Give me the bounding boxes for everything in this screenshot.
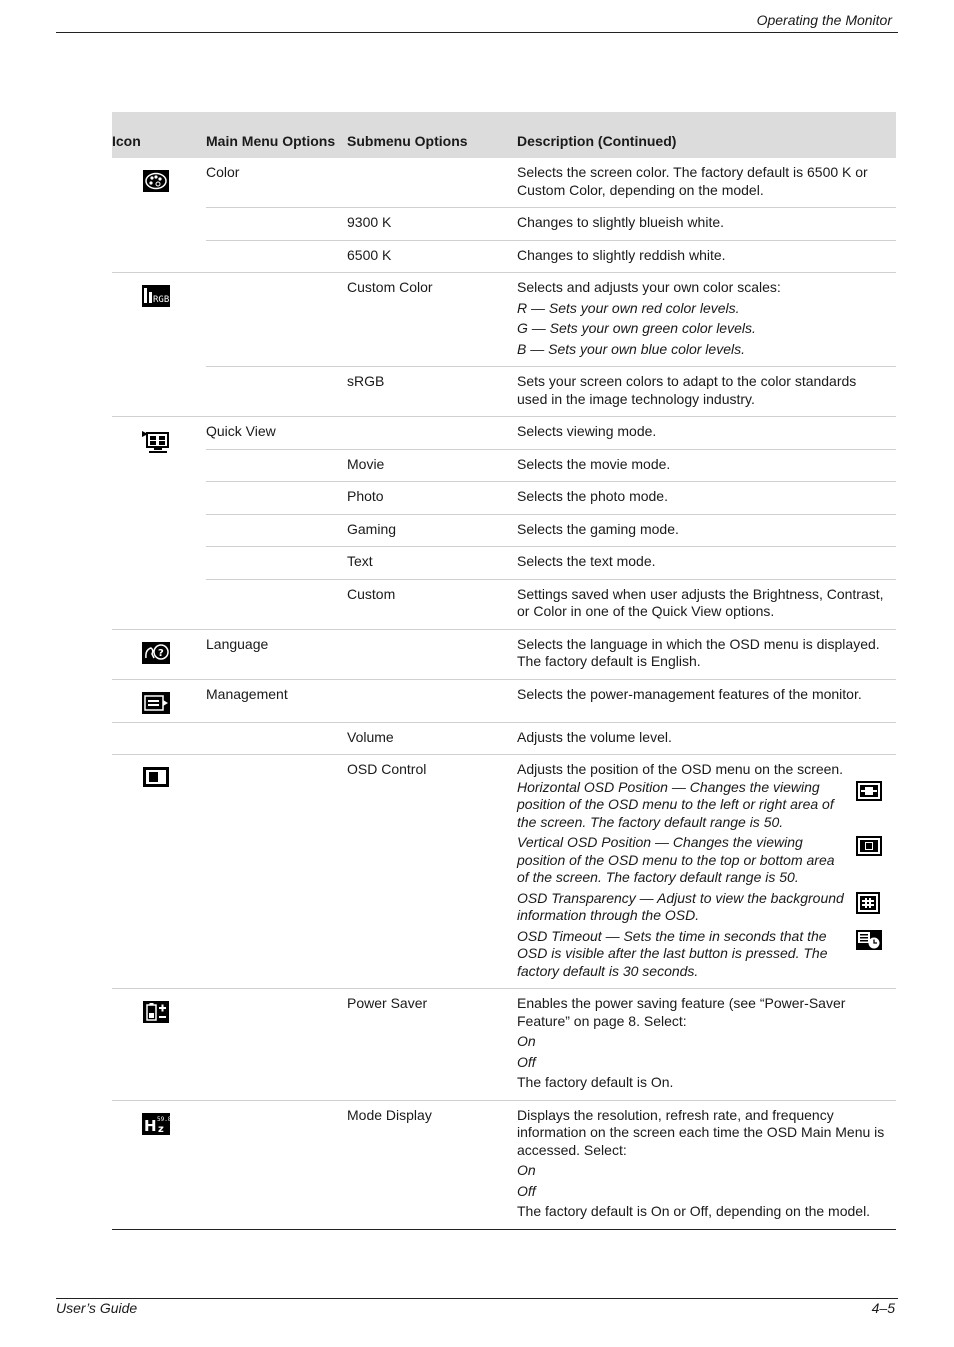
main-option-language: Language bbox=[206, 629, 347, 679]
submenu-power-saver: Power Saver bbox=[347, 989, 517, 1101]
running-header: Operating the Monitor bbox=[756, 12, 892, 28]
description: Selects viewing mode. bbox=[517, 417, 896, 450]
description: Adjusts the position of the OSD menu on the screen. Horizontal OSD Position — Changes the viewing position of the OSD menu to the left or right area of the screen. The factory default range is 50. Vertical OSD Position — Changes the viewing position of the OSD menu to the top or bottom area of the screen. The factory default range is 50. OSD Transparency — Adjust to view the background information through the OSD. OSD Timeout — Sets the time in seconds that the OSD is visible after the last button is pressed. The factory default is 30 seconds. bbox=[517, 755, 896, 989]
osd-control-icon bbox=[143, 767, 169, 787]
header-main-menu: Main Menu Options bbox=[206, 112, 347, 158]
description: Selects and adjusts your own color scales: R — Sets your own red color levels. G — Sets your own green color levels. B — Sets your own blue color levels. bbox=[517, 273, 896, 367]
description: Displays the resolution, refresh rate, and frequency information on the screen each time the OSD Main Menu is accessed. Select: On Off The factory default is On or Off, depending on the model. bbox=[517, 1100, 896, 1229]
icon-cell bbox=[112, 158, 206, 273]
table-row bbox=[112, 158, 896, 208]
rgb-scale-icon bbox=[142, 285, 170, 307]
submenu-volume: Volume bbox=[347, 722, 517, 755]
icon-cell bbox=[112, 679, 206, 722]
description: Changes to slightly reddish white. bbox=[517, 240, 896, 273]
icon-cell bbox=[112, 989, 206, 1101]
main-option-color: Color bbox=[206, 158, 347, 208]
description: Changes to slightly blueish white. bbox=[517, 208, 896, 241]
header-icon: Icon bbox=[112, 112, 206, 158]
description: Selects the language in which the OSD menu is displayed. The factory default is English. bbox=[517, 629, 896, 679]
management-icon bbox=[142, 692, 170, 714]
table-row bbox=[112, 367, 896, 417]
table-row bbox=[112, 679, 896, 722]
description: Selects the movie mode. bbox=[517, 449, 896, 482]
osd-option: Horizontal OSD Position — Changes the viewing position of the OSD menu to the left or right area of the screen. The factory default range is 50. bbox=[517, 779, 890, 832]
table-row bbox=[112, 482, 896, 515]
svg-text:RGB: RGB bbox=[153, 295, 170, 305]
icon-cell bbox=[112, 273, 206, 417]
osd-option: OSD Transparency — Adjust to view the background information through the OSD. bbox=[517, 890, 890, 925]
header-submenu: Submenu Options bbox=[347, 112, 517, 158]
table-row bbox=[112, 208, 896, 241]
table-row bbox=[112, 1100, 896, 1229]
table-header-row bbox=[112, 112, 896, 158]
submenu-srgb: sRGB bbox=[347, 367, 517, 417]
footer-guide-title: User’s Guide bbox=[56, 1300, 138, 1316]
osd-option: Vertical OSD Position — Changes the viewing position of the OSD menu to the top or bottom area of the screen. The factory default range is 50. bbox=[517, 834, 890, 887]
table-row bbox=[112, 449, 896, 482]
svg-text:?: ? bbox=[158, 647, 164, 659]
table-row bbox=[112, 629, 896, 679]
description: Selects the gaming mode. bbox=[517, 514, 896, 547]
main-option-management: Management bbox=[206, 679, 347, 722]
description: Enables the power saving feature (see “Power-Saver Feature” on page 8. Select: On Off The factory default is On. bbox=[517, 989, 896, 1101]
table-row bbox=[112, 514, 896, 547]
description: Selects the text mode. bbox=[517, 547, 896, 580]
table-row bbox=[112, 579, 896, 629]
submenu-osd-control: OSD Control bbox=[347, 755, 517, 989]
power-saver-icon bbox=[143, 1001, 169, 1023]
language-icon bbox=[142, 642, 170, 664]
footer-rule bbox=[56, 1298, 898, 1299]
submenu-mode-display: Mode Display bbox=[347, 1100, 517, 1229]
icon-cell bbox=[112, 417, 206, 630]
header-rule bbox=[56, 32, 898, 33]
timeout-icon bbox=[856, 930, 882, 950]
icon-cell bbox=[112, 755, 206, 989]
table-row bbox=[112, 722, 896, 755]
svg-text:H: H bbox=[144, 1116, 157, 1135]
palette-icon bbox=[143, 170, 169, 192]
horizontal-position-icon bbox=[856, 781, 882, 801]
submenu-movie: Movie bbox=[347, 449, 517, 482]
description: Selects the power-management features of the monitor. bbox=[517, 679, 896, 722]
svg-text:59.8: 59.8 bbox=[157, 1115, 172, 1123]
description: Selects the photo mode. bbox=[517, 482, 896, 515]
submenu-custom: Custom bbox=[347, 579, 517, 629]
table-row bbox=[112, 547, 896, 580]
description: Selects the screen color. The factory default is 6500 K or Custom Color, depending on the model. bbox=[517, 158, 896, 208]
submenu-custom-color: Custom Color bbox=[347, 273, 517, 367]
submenu-text: Text bbox=[347, 547, 517, 580]
description: Settings saved when user adjusts the Brightness, Contrast, or Color in one of the Quick View options. bbox=[517, 579, 896, 629]
icon-cell bbox=[112, 629, 206, 679]
description: Sets your screen colors to adapt to the color standards used in the image technology industry. bbox=[517, 367, 896, 417]
osd-option: OSD Timeout — Sets the time in seconds that the OSD is visible after the last button is pressed. The factory default is 30 seconds. bbox=[517, 928, 890, 981]
header-description: Description (Continued) bbox=[517, 112, 896, 158]
quick-view-icon bbox=[141, 429, 171, 453]
mode-display-icon bbox=[142, 1113, 170, 1135]
table-row bbox=[112, 417, 896, 450]
table-row bbox=[112, 273, 896, 367]
osd-menu-table bbox=[112, 112, 896, 1230]
table-row bbox=[112, 755, 896, 989]
page-number: 4–5 bbox=[871, 1300, 895, 1316]
vertical-position-icon bbox=[856, 836, 882, 856]
submenu-9300k: 9300 K bbox=[347, 208, 517, 241]
submenu-gaming: Gaming bbox=[347, 514, 517, 547]
main-option-quick-view: Quick View bbox=[206, 417, 347, 450]
submenu-photo: Photo bbox=[347, 482, 517, 515]
description: Adjusts the volume level. bbox=[517, 722, 896, 755]
table-row bbox=[112, 989, 896, 1101]
svg-text:z: z bbox=[158, 1123, 164, 1135]
transparency-icon bbox=[856, 892, 880, 914]
icon-cell bbox=[112, 1100, 206, 1229]
table-row bbox=[112, 240, 896, 273]
submenu-6500k: 6500 K bbox=[347, 240, 517, 273]
